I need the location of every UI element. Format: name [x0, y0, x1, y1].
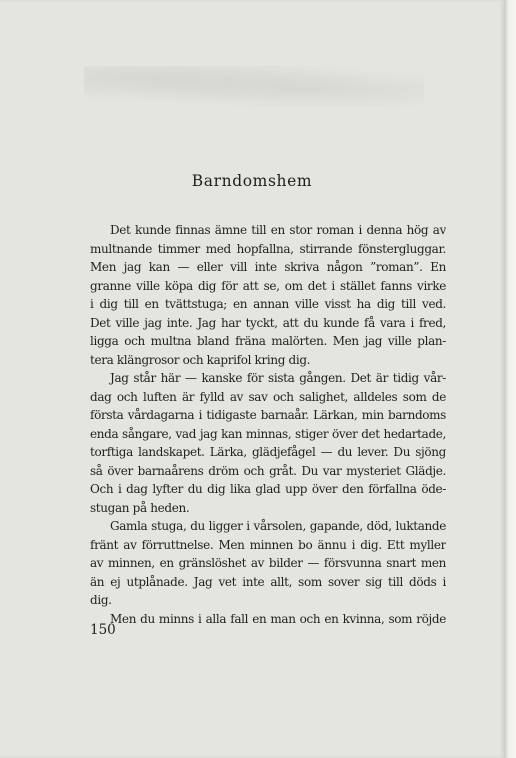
text-line: torftiga landskapet. Lärka, glädjefågel — du lever. Du sjöng	[90, 445, 446, 459]
page-number: 150	[90, 622, 116, 638]
chapter-title: Barndomshem	[191, 172, 313, 190]
text-line: dag och luften är fylld av sav och salighet, alldeles som de	[90, 389, 446, 404]
text-line: Jag står här — kanske för sista gången. Det är tidig vår-	[110, 371, 446, 385]
text-line: Och i dag lyfter du dig lika glad upp över den förfallna öde-	[90, 482, 446, 496]
text-line: i dig till en tvättstuga; en annan ville visst ha dig till ved.	[90, 297, 446, 311]
text-line: granne ville köpa dig för att se, om det i stället fanns virke	[90, 278, 446, 293]
text-line: tera klängrosor och kaprifol kring dig.	[90, 352, 311, 367]
text-line: första vårdagarna i tidigaste barnaår. Lärkan, min barndoms	[90, 408, 446, 422]
text-line: ligga och multna bland fräna malörten. Men jag ville plan-	[90, 334, 446, 348]
text-line: än ej utplånade. Jag vet inte allt, som sover sig till döds i	[90, 574, 446, 589]
text-line: enda sångare, vad jag kan minnas, stiger över det hedartade,	[90, 426, 446, 441]
adjacent-page-edge	[504, 0, 516, 758]
text-line: dig.	[90, 593, 112, 607]
text-line: stugan på heden.	[90, 500, 190, 515]
text-line: Gamla stuga, du ligger i vårsolen, gapande, död, luktande	[110, 519, 446, 533]
text-line: så över barnaårens dröm och gråt. Du var mysteriet Glädje.	[90, 463, 446, 478]
text-line: Det ville jag inte. Jag har tyckt, att du kunde få vara i fred,	[90, 315, 446, 330]
text-line: multnande timmer med hopfallna, stirrande fönstergluggar.	[90, 241, 446, 256]
body-text	[90, 221, 446, 628]
text-line: fränt av förruttnelse. Men minnen bo ännu i dig. Ett myller	[90, 537, 446, 552]
text-line: Men du minns i alla fall en man och en kvinna, som röjde	[110, 611, 446, 626]
bleed-through-smudge	[84, 66, 424, 106]
text-line: av minnen, en gränslöshet av bilder — försvunna snart men	[90, 556, 446, 570]
text-line: Det kunde finnas ämne till en stor roman i denna hög av	[110, 223, 446, 237]
text-line: Men jag kan — eller vill inte skriva någon ”roman”. En	[90, 260, 446, 274]
